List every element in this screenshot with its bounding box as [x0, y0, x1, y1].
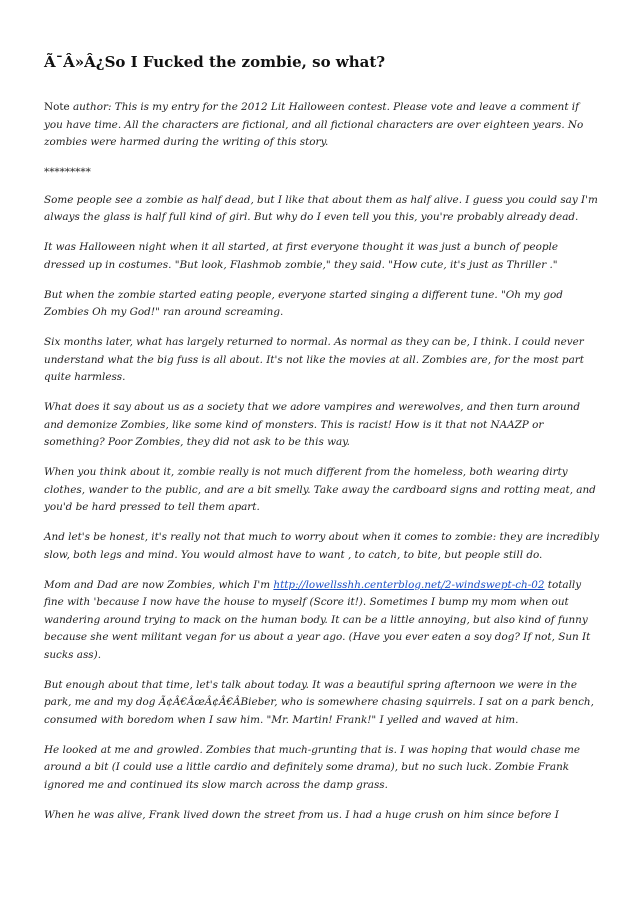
story-paragraph: It was Halloween night when it all started, at first everyone thought it was just a bunch of people dressed up in costumes. "But look, Flashmob zombie," they said. "How cute, it's just as Thriller ." — [44, 241, 559, 271]
story-body — [44, 99, 600, 824]
story-paragraph: He looked at me and growled. Zombies that much-grunting that is. I was hoping that would chase me around a bit (I could use a little cardio and definitely some drama), but no such luck. Zombie Frank ignored me and continued its slow march across the damp grass. — [44, 743, 581, 791]
story-paragraph: What does it say about us as a society that we adore vampires and werewolves, and then turn around and demonize Zombies, like some kind of monsters. This is racist! How is it that not NAAZP or something? Poor Zombies, they did not ask to be this way. — [44, 401, 581, 448]
story-paragraph: And let's be honest, it's really not that much to worry about when it comes to zombie: they are incredibly slow, both legs and mind. You would almost have to want , to catch, to bite, but people still do. — [44, 531, 600, 561]
story-paragraph-with-link — [44, 577, 600, 665]
story-paragraph: When he was alive, Frank lived down the street from us. I had a huge crush on him since before I — [44, 808, 559, 821]
author-note — [44, 99, 600, 152]
story-paragraph: But enough about that time, let's talk about today. It was a beautiful spring afternoon we were in the park, me and my dog Ã¢Â€ÂœÂ¢Â€ÂBieber, who is somewhere chasing squirrels. I sat on a park bench, consumed with boredom when I saw him. "Mr. Martin! Frank!" I yelled and waved at him. — [44, 678, 594, 726]
story-paragraph: Six months later, what has largely returned to normal. As normal as they can be, I think. I could never understand what the big fuss is all about. It's not like the movies at all. Zombies are, for the most part quite harmless. — [44, 336, 584, 383]
paragraph-text-after-link: totally fine with 'because I now have the house to myself (Score it!). Sometimes I bump my mom when out wandering around trying to mack on the human body. It can be a little annoying, but also kind of funny because she went militant vegan for us about a year ago. (Have you ever eaten a soy dog? If not, Sun It sucks ass). — [44, 578, 591, 661]
note-text: author: This is my entry for the 2012 Lit Halloween contest. Please vote and leave a comment if you have time. All the characters are fictional, and all fictional characters are over eighteen years. No zombies were harmed during the writing of this story. — [44, 101, 584, 148]
story-link[interactable]: http://lowellsshh.centerblog.net/2-windswept-ch-02 — [273, 578, 545, 591]
section-separator: ********* — [44, 166, 91, 178]
story-paragraph: When you think about it, zombie really is not much different from the homeless, both wearing dirty clothes, wander to the public, and are a bit smelly. Take away the cardboard signs and rotting meat, and you'd be hard pressed to tell them apart. — [44, 466, 596, 513]
story-paragraph: Some people see a zombie as half dead, but I like that about them as half alive. I guess you could say I'm always the glass is half full kind of girl. But why do I even tell you this, you're probably already dead. — [44, 193, 598, 223]
story-paragraph: But when the zombie started eating people, everyone started singing a different tune. "Oh my god Zombies Oh my God!" ran around screaming. — [44, 288, 563, 318]
note-label: Note — [44, 101, 70, 113]
story-title: Ã¯Â»Â¿So I Fucked the zombie, so what? — [44, 53, 386, 71]
paragraph-text-before-link: Mom and Dad are now Zombies, which I'm — [44, 578, 274, 591]
